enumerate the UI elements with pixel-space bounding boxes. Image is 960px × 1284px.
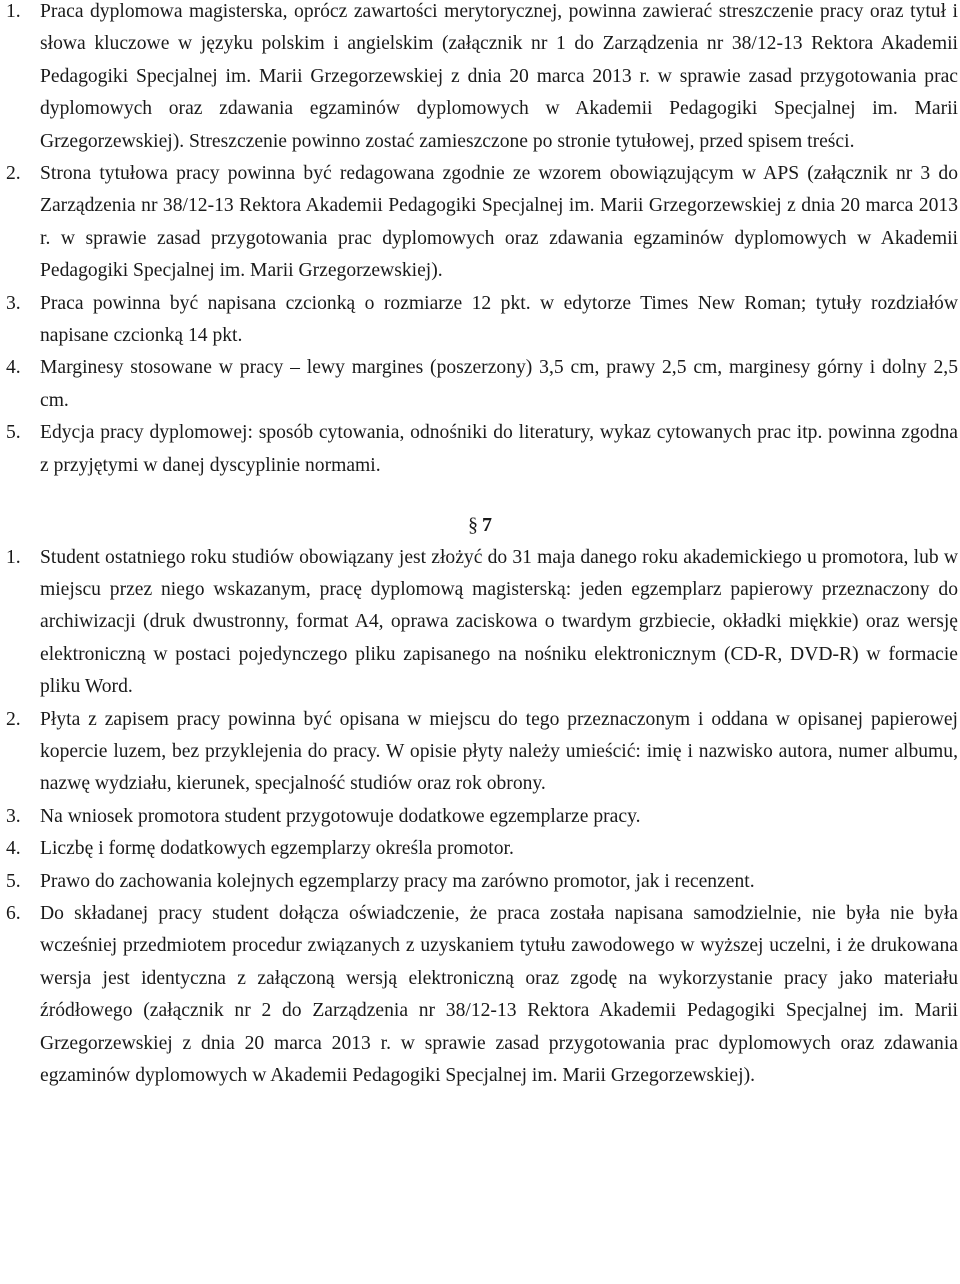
item-number: 4. <box>6 357 21 379</box>
item-text: Płyta z zapisem pracy powinna być opisana w miejscu do tego przeznaczonym i oddana w opisanej papierowej kopercie luzem, bez przyklejenia do pracy. W opisie płyty należy umieścić: imię i nazwisko autora, numer albumu, nazwę wydziału, kierunek, specjalność studiów oraz rok obrony. <box>40 708 958 795</box>
list-item <box>0 352 960 417</box>
list-item <box>0 542 960 704</box>
item-text: Strona tytułowa pracy powinna być redagowana zgodnie ze wzorem obowiązującym w APS (załącznik nr 3 do Zarządzenia nr 38/12-13 Rektora Akademii Pedagogiki Specjalnej im. Marii Grzegorzewskiej z dnia 20 marca 2013 r. w sprawie zasad przygotowania prac dyplomowych oraz zdawania egzaminów dyplomowych w Akademii Pedagogiki Specjalnej im. Marii Grzegorzewskiej). <box>40 163 958 282</box>
section-number: 7 <box>482 514 492 537</box>
section-symbol: § <box>468 514 478 537</box>
list-item <box>0 0 960 158</box>
item-text: Praca dyplomowa magisterska, oprócz zawartości merytorycznej, powinna zawierać streszczenie pracy oraz tytuł i słowa kluczowe w języku polskim i angielskim (załącznik nr 1 do Zarządzenia nr 38/12-13 Rektora Akademii Pedagogiki Specjalnej im. Marii Grzegorzewskiej z dnia 20 marca 2013 r. w sprawie zasad przygotowania prac dyplomowych oraz zdawania egzaminów dyplomowych w Akademii Pedagogiki Specjalnej im. Marii Grzegorzewskiej). Streszczenie powinno zostać zamieszczone po stronie tytułowej, przed spisem treści. <box>40 1 958 152</box>
item-text: Student ostatniego roku studiów obowiązany jest złożyć do 31 maja danego roku akademickiego u promotora, lub w miejscu przez niego wskazanym, pracę dyplomową magisterską: jeden egzemplarz papierowy przeznaczony do archiwizacji (druk dwustronny, format A4, oprawa zaciskowa o twardym grzbiecie, okładki miękkie) oraz wersję elektroniczną w postaci pojedynczego pliku zapisanego na nośniku elektronicznym (CD-R, DVD-R) w formacie pliku Word. <box>40 546 958 698</box>
section-7-list <box>0 542 960 1093</box>
list-item <box>0 417 960 482</box>
item-number: 1. <box>6 546 21 568</box>
item-number: 2. <box>6 708 21 730</box>
item-number: 5. <box>6 870 21 892</box>
item-number: 2. <box>6 163 21 185</box>
item-text: Marginesy stosowane w pracy – lewy margines (poszerzony) 3,5 cm, prawy 2,5 cm, marginesy górny i dolny 2,5 cm. <box>40 357 958 411</box>
item-number: 3. <box>6 292 21 314</box>
list-item <box>0 866 960 898</box>
list-item <box>0 801 960 833</box>
item-text: Prawo do zachowania kolejnych egzemplarzy pracy ma zarówno promotor, jak i recenzent. <box>40 870 755 892</box>
item-text: Edycja pracy dyplomowej: sposób cytowania, odnośniki do literatury, wykaz cytowanych prac itp. powinna zgodna z przyjętymi w danej dyscyplinie normami. <box>40 422 958 476</box>
item-text: Praca powinna być napisana czcionką o rozmiarze 12 pkt. w edytorze Times New Roman; tytuły rozdziałów napisane czcionką 14 pkt. <box>40 292 958 347</box>
list-item <box>0 833 960 865</box>
list-item <box>0 288 960 353</box>
item-number: 6. <box>6 902 21 924</box>
item-number: 3. <box>6 805 21 827</box>
section-6-list <box>0 0 960 482</box>
list-item <box>0 898 960 1092</box>
item-number: 1. <box>6 1 21 22</box>
list-item <box>0 158 960 288</box>
list-item <box>0 704 960 801</box>
item-text: Na wniosek promotora student przygotowuje dodatkowe egzemplarze pracy. <box>40 805 641 827</box>
section-heading <box>0 509 960 541</box>
item-number: 4. <box>6 838 21 860</box>
item-text: Do składanej pracy student dołącza oświadczenie, że praca została napisana samodzielnie, nie była nie była wcześniej przedmiotem procedur związanych z uzyskaniem tytułu zawodowego w wyższej uczelni, i że drukowana wersja jest identyczna z załączoną wersją elektroniczną oraz zgodę na wykorzystanie pracy jako materiału źródłowego (załącznik nr 2 do Zarządzenia nr 38/12-13 Rektora Akademii Pedagogiki Specjalnej im. Marii Grzegorzewskiej z dnia 20 marca 2013 r. w sprawie zasad przygotowania prac dyplomowych oraz zdawania egzaminów dyplomowych w Akademii Pedagogiki Specjalnej im. Marii Grzegorzewskiej). <box>40 902 958 1086</box>
item-text: Liczbę i formę dodatkowych egzemplarzy określa promotor. <box>40 838 514 860</box>
item-number: 5. <box>6 422 21 444</box>
